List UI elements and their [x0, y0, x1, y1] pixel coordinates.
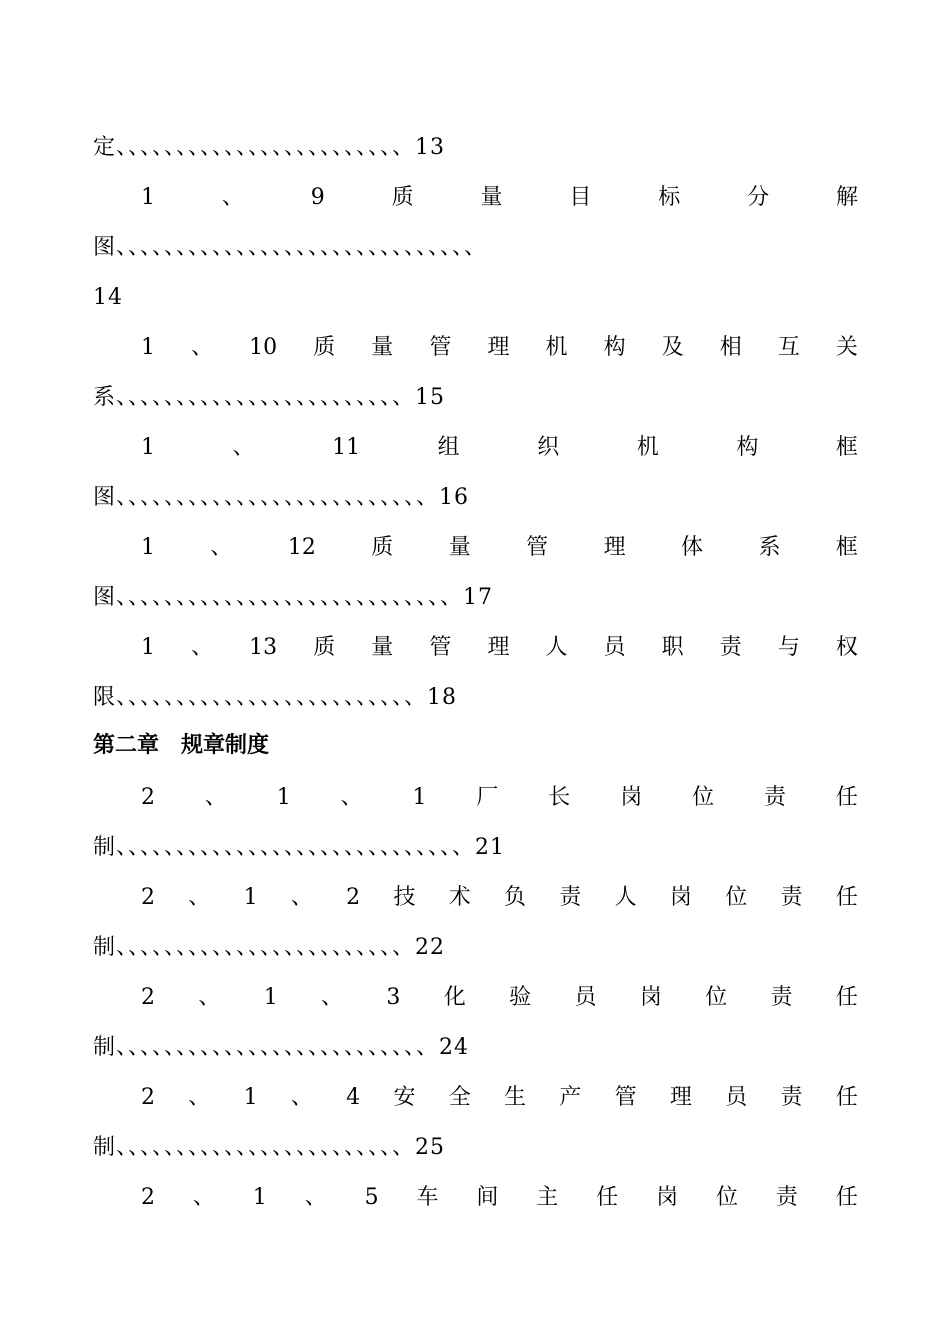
toc-entry-char: 质 [313, 335, 336, 360]
toc-entry-char: 1 [263, 985, 278, 1010]
toc-entry-char: 构 [603, 335, 626, 360]
toc-entry-char: 责 [780, 1085, 803, 1110]
toc-entry-char: 位 [716, 1185, 739, 1210]
toc-entry-char: 2 [141, 985, 155, 1010]
toc-entry-char: 责 [559, 885, 582, 910]
toc-entry-char: 机 [636, 435, 659, 460]
toc-entry-char: 主 [536, 1185, 559, 1210]
toc-leader-line: 图、、、、、、、、、、、、、、、、、、、、、、、、、、16 [93, 485, 469, 510]
toc-entry-title-line [141, 433, 858, 463]
toc-entry-char: 框 [835, 435, 858, 460]
toc-entry-char: 、 [221, 185, 244, 210]
toc-entry-char: 管 [614, 1085, 637, 1110]
toc-entry-char: 5 [364, 1185, 379, 1210]
toc-entry-char: 任 [835, 985, 858, 1010]
toc-entry-char: 间 [476, 1185, 499, 1210]
toc-leader-line: 系、、、、、、、、、、、、、、、、、、、、、、、、15 [93, 385, 445, 410]
toc-leader-line: 制、、、、、、、、、、、、、、、、、、、、、、、、22 [93, 935, 445, 960]
toc-entry-char: 、 [188, 1085, 211, 1110]
toc-entry-char: 体 [681, 535, 704, 560]
toc-entry-char: 1 [141, 335, 155, 360]
toc-entry-char: 任 [835, 785, 858, 810]
toc-entry-char: 验 [509, 985, 532, 1010]
toc-leader-line: 定、、、、、、、、、、、、、、、、、、、、、、、、13 [93, 135, 445, 160]
toc-entry-char: 分 [747, 185, 770, 210]
toc-entry-char: 位 [705, 985, 728, 1010]
toc-leader-line: 制、、、、、、、、、、、、、、、、、、、、、、、、、、、、、21 [93, 835, 505, 860]
toc-entry-char: 2 [141, 1085, 155, 1110]
toc-entry-char: 1 [412, 785, 427, 810]
toc-entry-char: 员 [574, 985, 597, 1010]
toc-entry-char: 车 [416, 1185, 439, 1210]
toc-entry-char: 构 [736, 435, 759, 460]
toc-entry-char: 产 [559, 1085, 582, 1110]
toc-entry-char: 12 [287, 535, 316, 560]
toc-entry-title-line [141, 633, 858, 663]
toc-entry-char: 责 [763, 785, 786, 810]
toc-entry-char: 系 [758, 535, 781, 560]
toc-entry-char: 管 [429, 335, 452, 360]
toc-entry-title-line [141, 1083, 858, 1113]
toc-entry-char: 职 [661, 635, 684, 660]
toc-entry-char: 理 [487, 635, 510, 660]
toc-entry-char: 权 [835, 635, 858, 660]
toc-entry-char: 、 [191, 335, 214, 360]
toc-entry-char: 1 [141, 185, 155, 210]
toc-entry-char: 厂 [476, 785, 499, 810]
toc-entry-char: 负 [504, 885, 527, 910]
toc-entry-char: 解 [835, 185, 858, 210]
toc-entry-char: 1 [141, 435, 155, 460]
toc-leader-line: 图、、、、、、、、、、、、、、、、、、、、、、、、、、、、17 [93, 585, 493, 610]
toc-entry-char: 岗 [639, 985, 662, 1010]
toc-entry-char: 、 [198, 985, 221, 1010]
toc-entry-char: 位 [692, 785, 715, 810]
toc-entry-char: 2 [141, 785, 155, 810]
toc-entry-char: 任 [596, 1185, 619, 1210]
toc-entry-char: 1 [252, 1185, 267, 1210]
toc-entry-char: 员 [725, 1085, 748, 1110]
toc-entry-char: 岗 [620, 785, 643, 810]
toc-entry-char: 关 [835, 335, 858, 360]
toc-entry-char: 1 [141, 535, 155, 560]
toc-entry-char: 人 [545, 635, 568, 660]
chapter-heading: 第二章 规章制度 [93, 733, 270, 758]
toc-entry-title-line [141, 783, 858, 813]
toc-entry-char: 理 [603, 535, 626, 560]
toc-entry-char: 组 [437, 435, 460, 460]
toc-entry-char: 1 [243, 885, 258, 910]
toc-leader-line: 图、、、、、、、、、、、、、、、、、、、、、、、、、、、、、、 [93, 235, 488, 260]
toc-entry-char: 全 [448, 1085, 471, 1110]
toc-entry-char: 织 [537, 435, 560, 460]
toc-entry-char: 框 [835, 535, 858, 560]
toc-entry-char: 2 [141, 885, 155, 910]
toc-entry-title-line [141, 183, 858, 213]
toc-entry-char: 1 [243, 1085, 258, 1110]
toc-entry-char: 13 [249, 635, 278, 660]
toc-entry-char: 与 [777, 635, 800, 660]
toc-entry-char: 长 [548, 785, 571, 810]
toc-entry-char: 、 [340, 785, 363, 810]
toc-entry-char: 、 [290, 1085, 313, 1110]
toc-leader-line: 制、、、、、、、、、、、、、、、、、、、、、、、、25 [93, 1135, 445, 1160]
toc-entry-char: 1 [141, 635, 155, 660]
toc-entry-title-line [141, 883, 858, 913]
toc-entry-char: 生 [504, 1085, 527, 1110]
toc-entry-char: 理 [669, 1085, 692, 1110]
toc-entry-char: 、 [188, 885, 211, 910]
toc-leader-line: 制、、、、、、、、、、、、、、、、、、、、、、、、、、24 [93, 1035, 469, 1060]
toc-entry-char: 及 [661, 335, 684, 360]
toc-entry-char: 、 [192, 1185, 215, 1210]
toc-entry-char: 、 [290, 885, 313, 910]
toc-leader-line: 14 [93, 285, 123, 310]
toc-entry-char: 量 [480, 185, 503, 210]
toc-entry-title-line [141, 983, 858, 1013]
toc-entry-title-line [141, 333, 858, 363]
toc-entry-char: 质 [371, 535, 394, 560]
toc-entry-char: 1 [276, 785, 291, 810]
toc-entry-char: 、 [210, 535, 233, 560]
toc-entry-char: 互 [777, 335, 800, 360]
toc-entry-char: 标 [658, 185, 681, 210]
toc-entry-char: 管 [429, 635, 452, 660]
toc-entry-char: 目 [569, 185, 592, 210]
toc-entry-char: 责 [775, 1185, 798, 1210]
toc-entry-char: 量 [448, 535, 471, 560]
toc-entry-char: 2 [346, 885, 361, 910]
toc-entry-char: 责 [719, 635, 742, 660]
toc-entry-char: 、 [204, 785, 227, 810]
toc-entry-char: 员 [603, 635, 626, 660]
toc-entry-char: 、 [321, 985, 344, 1010]
toc-entry-char: 9 [310, 185, 325, 210]
toc-entry-char: 、 [232, 435, 255, 460]
toc-entry-char: 岗 [669, 885, 692, 910]
toc-entry-char: 化 [443, 985, 466, 1010]
toc-entry-char: 质 [313, 635, 336, 660]
toc-entry-char: 人 [614, 885, 637, 910]
toc-entry-char: 任 [835, 1185, 858, 1210]
toc-entry-char: 责 [780, 885, 803, 910]
toc-entry-char: 量 [371, 335, 394, 360]
toc-entry-char: 3 [386, 985, 401, 1010]
toc-entry-char: 量 [371, 635, 394, 660]
toc-entry-char: 术 [448, 885, 471, 910]
toc-entry-title-line [141, 533, 858, 563]
toc-entry-char: 岗 [656, 1185, 679, 1210]
toc-entry-char: 2 [141, 1185, 155, 1210]
toc-entry-char: 、 [304, 1185, 327, 1210]
toc-entry-char: 责 [770, 985, 793, 1010]
toc-entry-title-line [141, 1183, 858, 1213]
toc-entry-char: 管 [526, 535, 549, 560]
toc-entry-char: 技 [393, 885, 416, 910]
toc-entry-char: 质 [391, 185, 414, 210]
toc-entry-char: 位 [725, 885, 748, 910]
toc-entry-char: 、 [191, 635, 214, 660]
toc-entry-char: 相 [719, 335, 742, 360]
toc-leader-line: 限、、、、、、、、、、、、、、、、、、、、、、、、、18 [93, 685, 457, 710]
toc-entry-char: 任 [835, 1085, 858, 1110]
toc-entry-char: 10 [249, 335, 278, 360]
toc-entry-char: 任 [835, 885, 858, 910]
toc-entry-char: 理 [487, 335, 510, 360]
toc-entry-char: 机 [545, 335, 568, 360]
toc-entry-char: 安 [393, 1085, 416, 1110]
toc-entry-char: 4 [346, 1085, 361, 1110]
toc-entry-char: 11 [332, 435, 361, 460]
